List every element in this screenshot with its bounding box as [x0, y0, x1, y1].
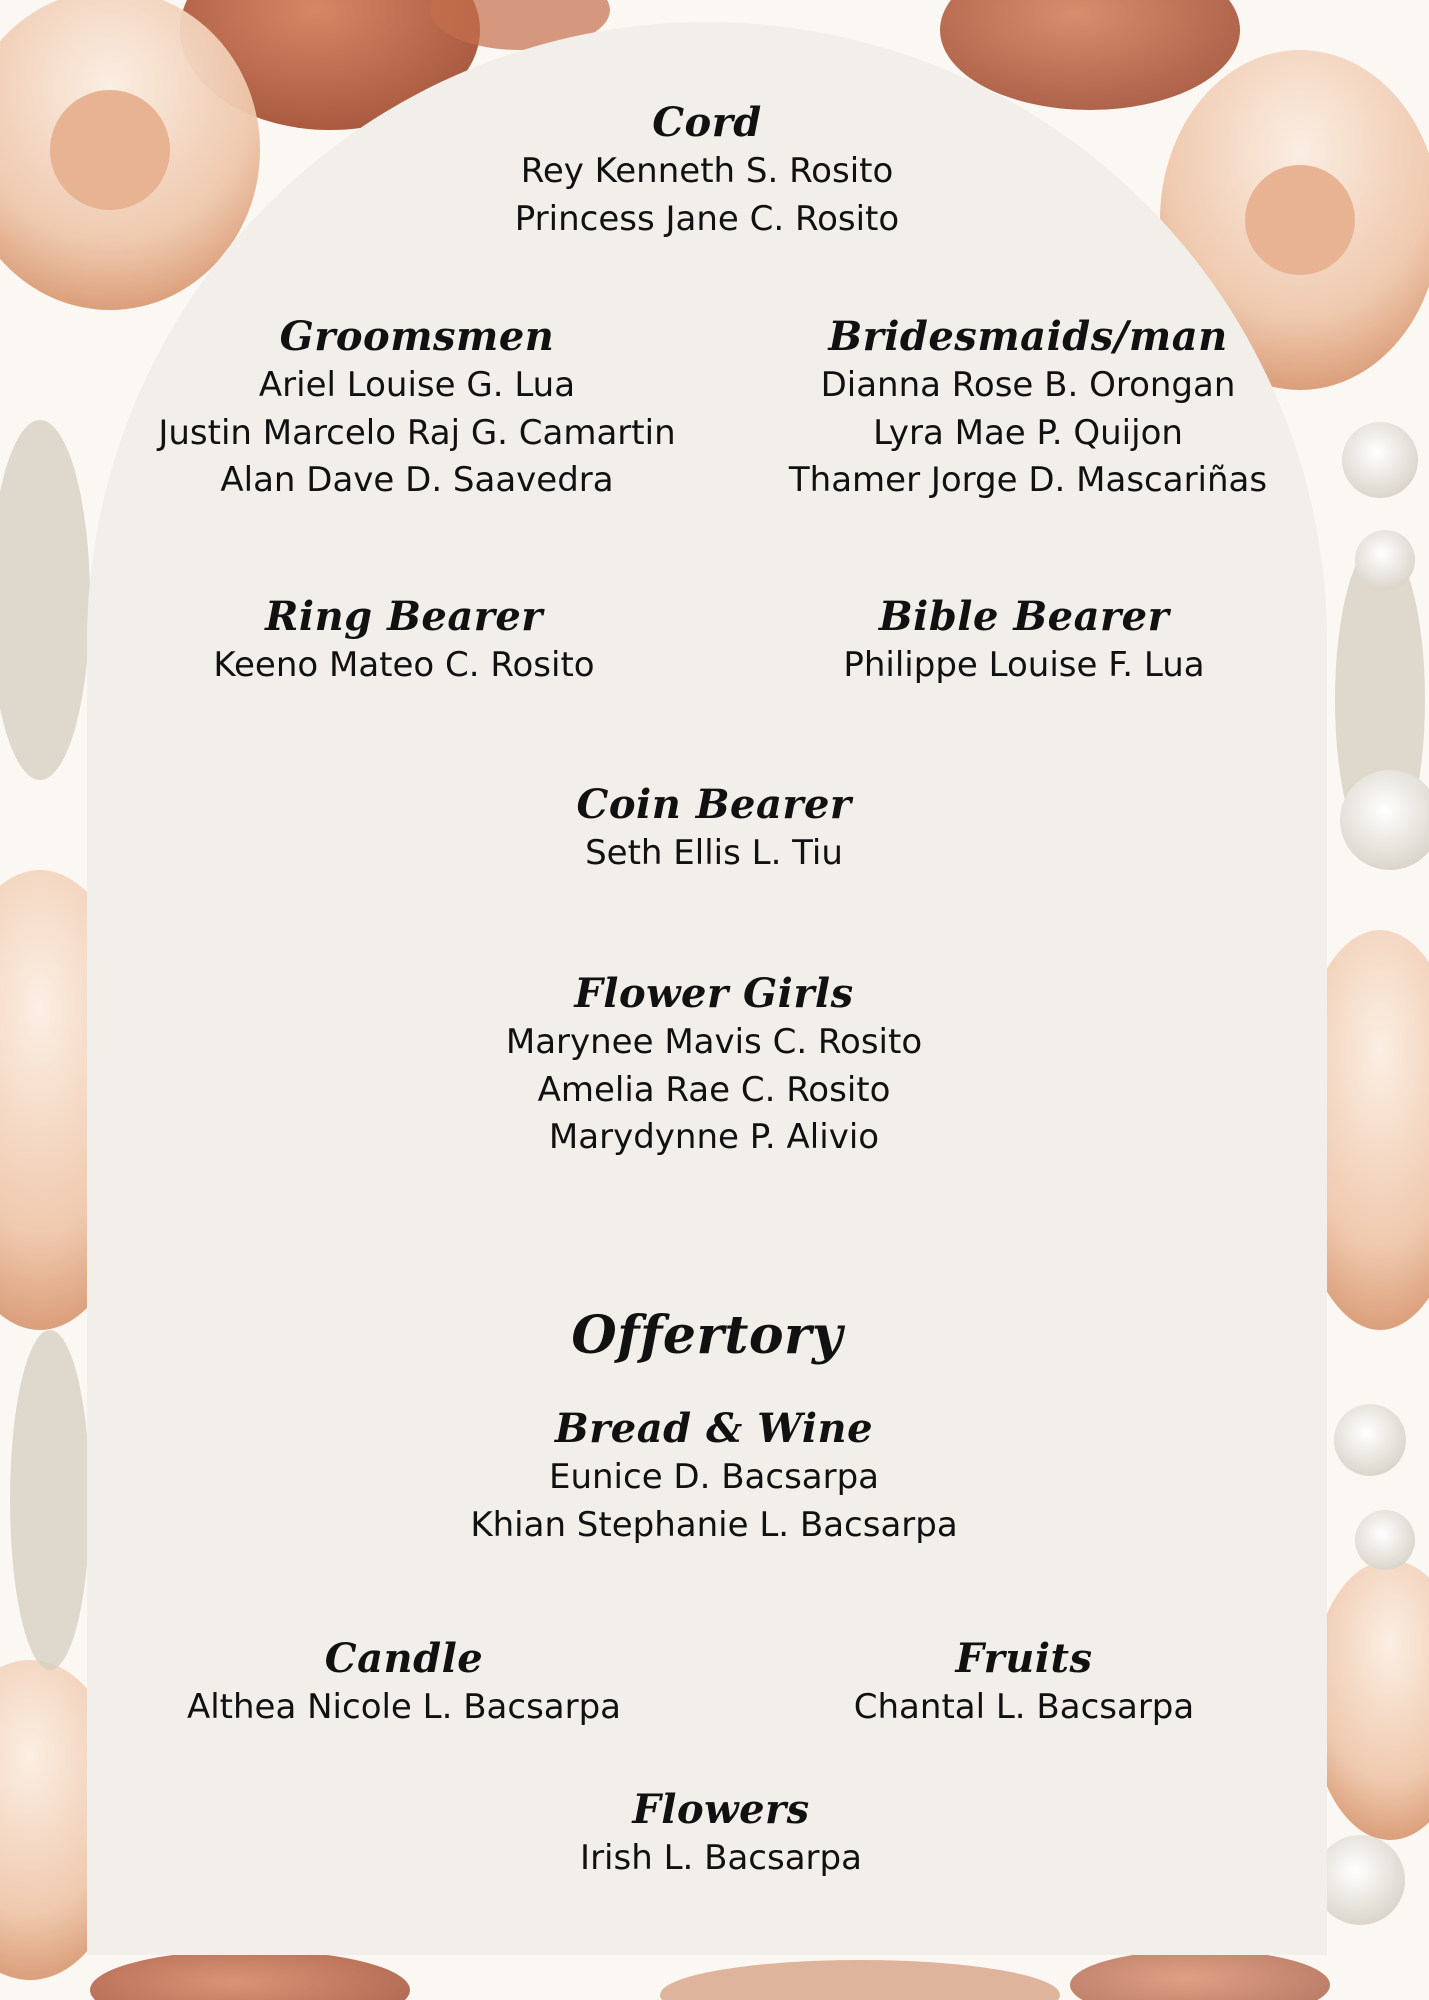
names-bridesmaids [728, 362, 1328, 505]
section-coin-bearer [414, 780, 1014, 878]
names-candle [104, 1684, 704, 1732]
name-item: Eunice D. Bacsarpa [548, 1457, 880, 1497]
section-ring-bearer [104, 592, 704, 690]
names-coin-bearer [414, 830, 1014, 878]
heading-fruits: Fruits [955, 1635, 1093, 1682]
names-ring-bearer [104, 642, 704, 690]
name-item: Justin Marcelo Raj G. Camartin [158, 412, 676, 453]
heading-groomsmen: Groomsmen [279, 313, 555, 360]
heading-ring-bearer: Ring Bearer [265, 593, 543, 640]
names-flowers [421, 1835, 1021, 1883]
names-cord [407, 148, 1007, 243]
name-item: Lyra Mae P. Quijon [873, 412, 1183, 453]
name-item: Rey Kenneth S. Rosito [520, 151, 894, 191]
heading-candle: Candle [324, 1635, 484, 1682]
name-item: Chantal L. Bacsarpa [853, 1687, 1195, 1727]
heading-bible-bearer: Bible Bearer [878, 593, 1170, 640]
section-bible-bearer [724, 592, 1324, 690]
name-item: Marynee Mavis C. Rosito [505, 1022, 923, 1062]
section-fruits [724, 1634, 1324, 1732]
section-bridesmaids [728, 312, 1328, 505]
name-item: Seth Ellis L. Tiu [585, 833, 843, 873]
name-item: Ariel Louise G. Lua [258, 365, 576, 405]
heading-offertory: Offertory [571, 1305, 843, 1366]
names-groomsmen [117, 362, 717, 505]
names-bible-bearer [724, 642, 1324, 690]
name-item: Philippe Louise F. Lua [843, 645, 1205, 685]
names-fruits [724, 1684, 1324, 1732]
name-item: Thamer Jorge D. Mascariñas [788, 460, 1268, 500]
heading-bridesmaids: Bridesmaids/man [828, 313, 1228, 360]
name-item: Amelia Rae C. Rosito [537, 1069, 891, 1110]
section-cord [407, 98, 1007, 243]
heading-coin-bearer: Coin Bearer [576, 781, 852, 828]
heading-flowers: Flowers [632, 1786, 810, 1833]
name-item: Keeno Mateo C. Rosito [213, 645, 595, 685]
heading-cord: Cord [652, 99, 762, 146]
name-item: Khian Stephanie L. Bacsarpa [470, 1504, 958, 1545]
section-flowers [421, 1785, 1021, 1883]
name-item: Irish L. Bacsarpa [580, 1838, 862, 1878]
section-bread-wine [414, 1404, 1014, 1549]
names-bread-wine [414, 1454, 1014, 1549]
heading-flower-girls: Flower Girls [574, 970, 854, 1017]
name-item: Althea Nicole L. Bacsarpa [186, 1687, 622, 1727]
name-item: Dianna Rose B. Orongan [820, 365, 1236, 405]
section-candle [104, 1634, 704, 1732]
name-item: Princess Jane C. Rosito [514, 198, 900, 239]
name-item: Alan Dave D. Saavedra [220, 460, 614, 500]
name-item: Marydynne P. Alivio [548, 1117, 880, 1157]
section-offertory [407, 1305, 1007, 1367]
section-flower-girls [414, 969, 1014, 1162]
names-flower-girls [414, 1019, 1014, 1162]
section-groomsmen [117, 312, 717, 505]
heading-bread-wine: Bread & Wine [554, 1405, 874, 1452]
